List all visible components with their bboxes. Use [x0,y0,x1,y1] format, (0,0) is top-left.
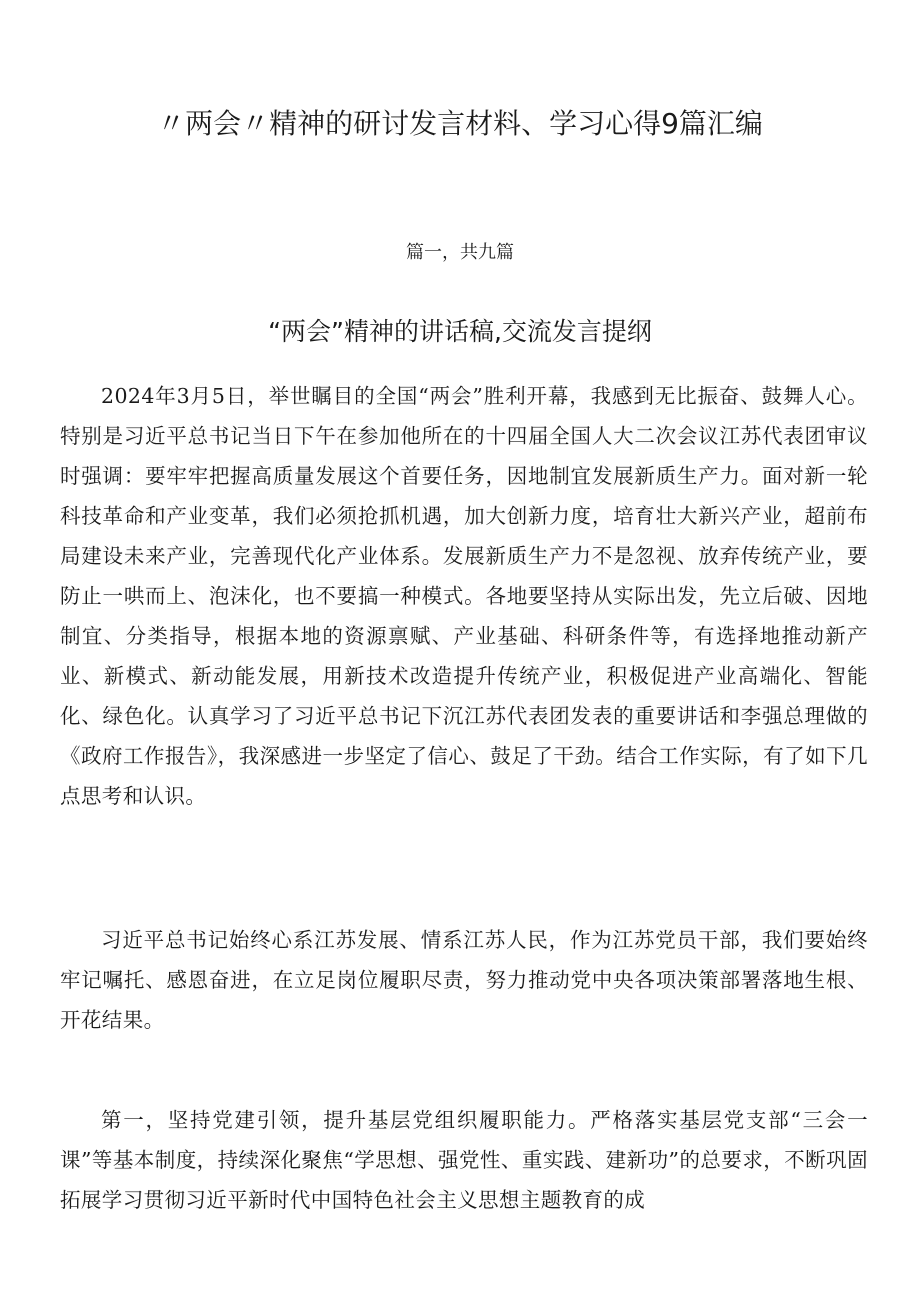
section-title: “两会”精神的讲话稿,交流发言提纲 [268,317,652,346]
body-paragraph: 习近平总书记始终心系江苏发展、情系江苏人民，作为江苏党员干部，我们要始终牢记嘱托、感恩奋进，在立足岗位履职尽责，努力推动党中央各项决策部署落地生根、开花结果。 [60,928,868,1032]
section-label: 篇一，共九篇 [406,242,514,263]
body-paragraph: 第一，坚持党建引领，提升基层党组织履职能力。严格落实基层党支部“三会一课”等基本制度，持续深化聚焦“学思想、强党性、重实践、建新功”的总要求，不断巩固拓展学习贯彻习近平新时代中国特色社会主义思想主题教育的成 [60,1108,868,1212]
body-paragraph: 2024年3月5日，举世瞩目的全国“两会”胜利开幕，我感到无比振奋、鼓舞人心。特别是习近平总书记当日下午在参加他所在的十四届全国人大二次会议江苏代表团审议时强调：要牢牢把握高质量发展这个首要任务，因地制宜发展新质生产力。面对新一轮科技革命和产业变革，我们必须抢抓机遇，加大创新力度，培育壮大新兴产业，超前布局建设未来产业，完善现代化产业体系。发展新质生产力不是忽视、放弃传统产业，要防止一哄而上、泡沫化，也不要搞一种模式。各地要坚持从实际出发，先立后破、因地制宜、分类指导，根据本地的资源禀赋、产业基础、科研条件等，有选择地推动新产业、新模式、新动能发展，用新技术改造提升传统产业，积极促进产业高端化、智能化、绿色化。认真学习了习近平总书记下沉江苏代表团发表的重要讲话和李强总理做的《政府工作报告》，我深感进一步坚定了信心、鼓足了干劲。结合工作实际，有了如下几点思考和认识。 [60,384,868,808]
document-title: 〃两会〃精神的研讨发言材料、学习心得9篇汇编 [157,107,763,140]
